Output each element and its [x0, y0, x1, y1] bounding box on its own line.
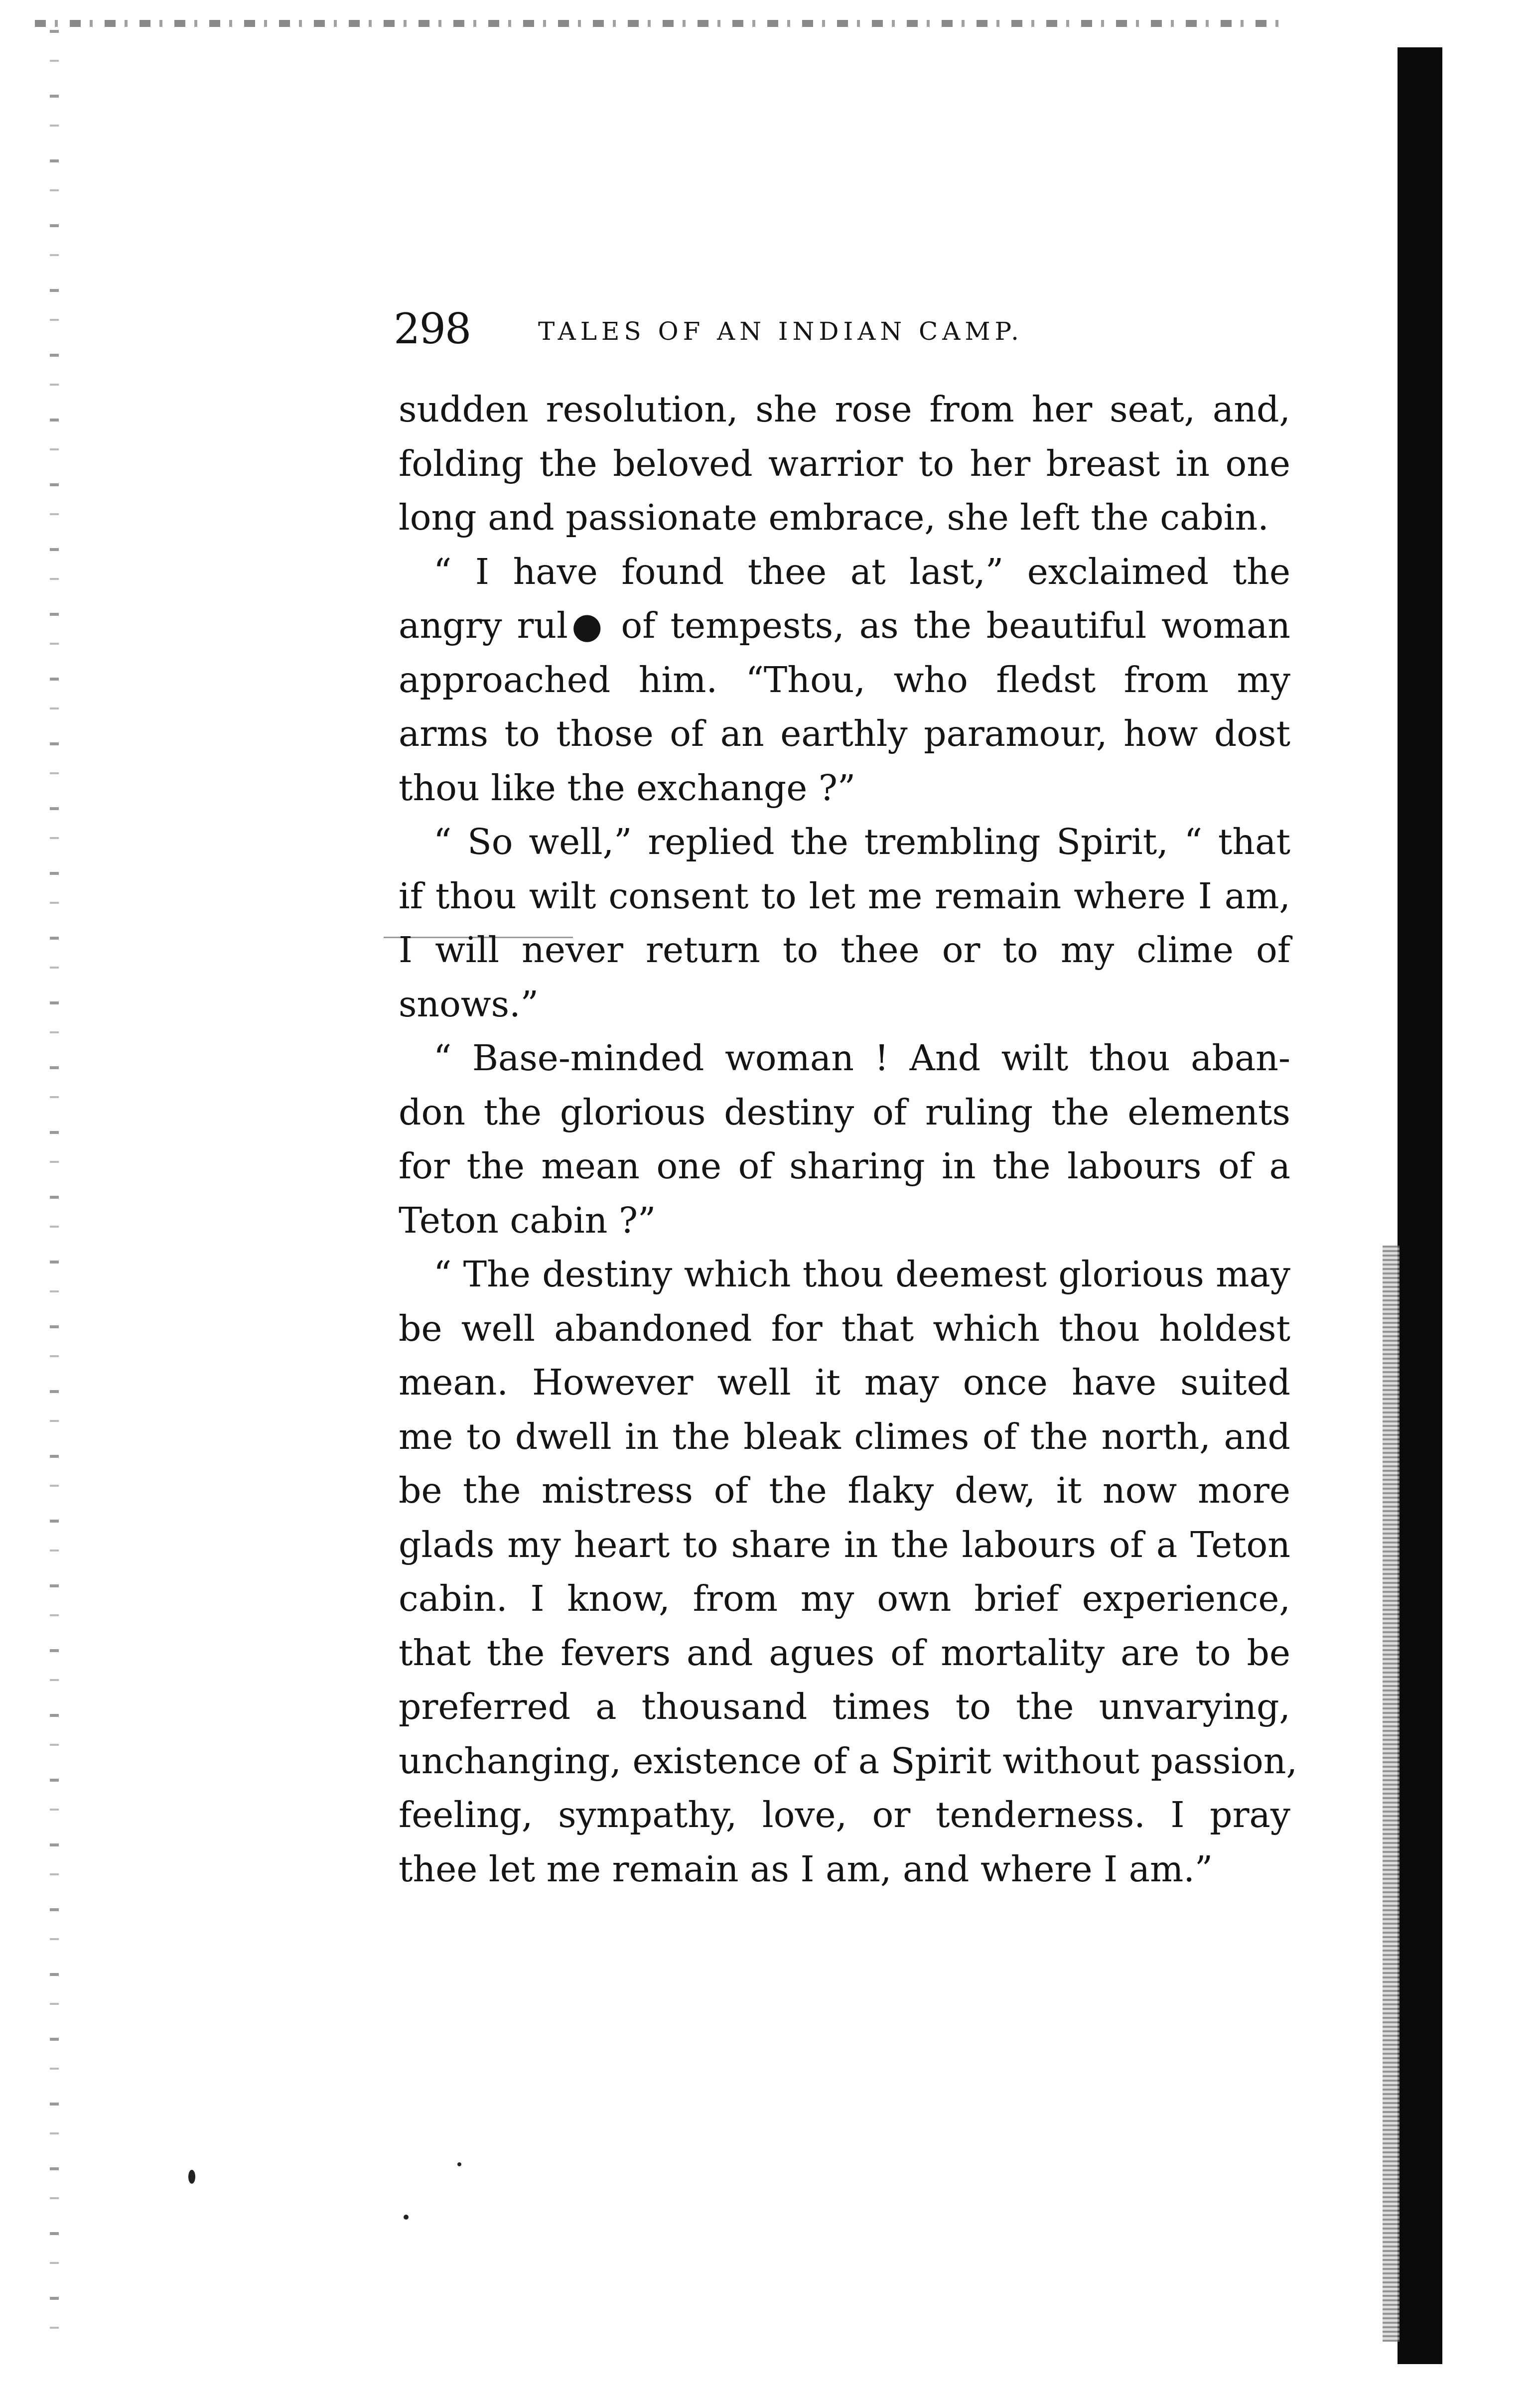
text-line: arms to those of an earthly paramour, how dost: [399, 713, 1290, 754]
text-line: Teton cabin ?”: [399, 1199, 656, 1241]
body-text: [399, 383, 1298, 1896]
text-line: me to dwell in the bleak climes of the north, and: [399, 1415, 1290, 1457]
scan-speck: [404, 2215, 409, 2220]
text-line: thee let me remain as I am, and where I am.”: [399, 1848, 1213, 1890]
text-line: be the mistress of the flaky dew, it now more: [399, 1470, 1290, 1511]
text-line: thou like the exchange ?”: [399, 767, 856, 809]
text-line: sudden resolution, she rose from her seat, and,: [399, 389, 1290, 430]
text-line: glads my heart to share in the labours of a Teton: [399, 1524, 1290, 1565]
text-line: I will never return to thee or to my clime of: [399, 929, 1290, 971]
scan-speck: [188, 2170, 195, 2184]
text-line: cabin. I know, from my own brief experience,: [399, 1578, 1290, 1619]
text-line: “ Base-minded woman ! And wilt thou aban-: [433, 1037, 1290, 1079]
running-header: [394, 304, 1290, 359]
text-line: if thou wilt consent to let me remain where I am,: [399, 875, 1290, 917]
text-line: preferred a thousand times to the unvarying,: [399, 1686, 1290, 1727]
scan-binding-edge-texture: [1383, 1246, 1400, 2342]
text-line: that the fevers and agues of mortality are to be: [399, 1632, 1290, 1674]
text-line: long and passionate embrace, she left the cabin.: [399, 497, 1269, 538]
text-line: for the mean one of sharing in the labours of a: [399, 1145, 1290, 1187]
text-line: don the glorious destiny of ruling the elements: [399, 1091, 1290, 1133]
text-line: snows.”: [399, 983, 539, 1025]
text-line: be well abandoned for that which thou holdest: [399, 1307, 1290, 1349]
text-line: angry rul● of tempests, as the beautiful woman: [399, 605, 1290, 646]
text-line: “ I have found thee at last,” exclaimed the: [433, 551, 1290, 592]
text-line: folding the beloved warrior to her breast in one: [399, 442, 1290, 484]
text-line: “ The destiny which thou deemest glorious may: [433, 1254, 1290, 1295]
page-number: 298: [394, 304, 471, 353]
text-line: feeling, sympathy, love, or tenderness. I pray: [399, 1794, 1290, 1835]
text-line: “ So well,” replied the trembling Spirit, “ that: [433, 821, 1290, 862]
running-title: TALES OF AN INDIAN CAMP.: [538, 317, 1023, 346]
text-line: approached him. “Thou, who fledst from my: [399, 659, 1290, 701]
text-line: mean. However well it may once have suited: [399, 1362, 1290, 1403]
scan-left-edge-artifact: [50, 30, 59, 2362]
scan-speck: [457, 2162, 461, 2166]
scan-binding-shadow: [1398, 47, 1442, 2364]
text-line: unchanging, existence of a Spirit without passion,: [399, 1740, 1298, 1782]
scan-top-edge-artifact: [35, 20, 1280, 27]
